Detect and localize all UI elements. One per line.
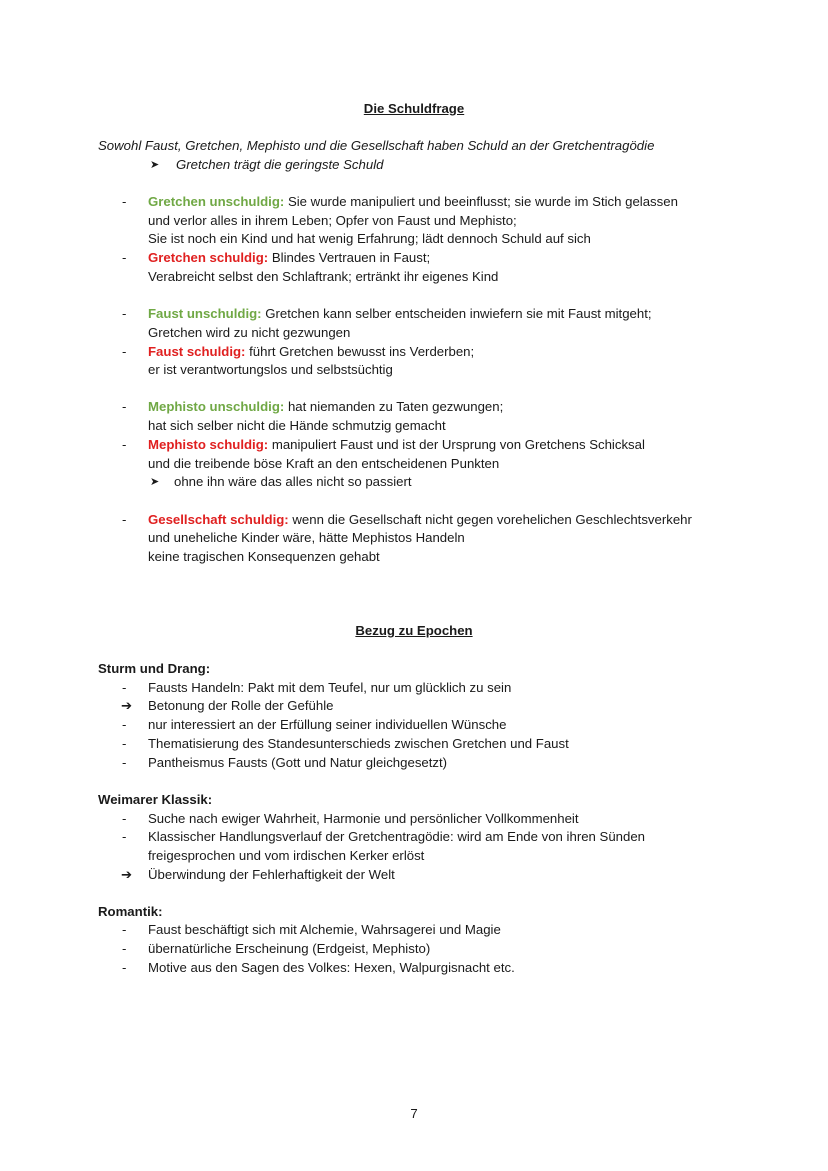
list-item: Fausts Handeln: Pakt mit dem Teufel, nur um glücklich zu sein [148, 680, 512, 695]
epoch-heading-klassik: Weimarer Klassik: [98, 792, 213, 807]
item-text: hat niemanden zu Taten gezwungen; [287, 399, 504, 414]
list-item-continuation: freigesprochen und vom irdischen Kerker erlöst [148, 848, 425, 863]
list-item: übernatürliche Erscheinung (Erdgeist, Mephisto) [148, 941, 431, 956]
item-text: Sie wurde manipuliert und beeinflusst; sie wurde im Stich gelassen [287, 194, 678, 209]
item-text: keine tragischen Konsequenzen gehabt [148, 549, 380, 564]
item-label: Mephisto unschuldig: [148, 399, 285, 414]
item-text: führt Gretchen bewusst ins Verderben; [249, 344, 475, 359]
list-item [148, 398, 503, 416]
item-text: manipuliert Faust und ist der Ursprung von Gretchens Schicksal [271, 437, 645, 452]
list-item [148, 249, 430, 267]
item-text: und die treibende böse Kraft an den entscheidenen Punkten [148, 456, 500, 471]
epoch-heading-sturm: Sturm und Drang: [98, 661, 211, 676]
item-text: Verabreicht selbst den Schlaftrank; ertränkt ihr eigenes Kind [148, 269, 499, 284]
section-title-epochen: Bezug zu Epochen [355, 623, 473, 638]
dash-bullet-icon: - [122, 922, 127, 937]
dash-bullet-icon: - [122, 717, 127, 732]
arrow-bullet-icon: ➤ [150, 476, 160, 488]
item-text: wenn die Gesellschaft nicht gegen vorehelichen Geschlechtsverkehr [292, 512, 692, 527]
item-text: und uneheliche Kinder wäre, hätte Mephistos Handeln [148, 530, 465, 545]
arrow-bullet-icon: ➤ [150, 159, 160, 171]
item-text: und verlor alles in ihrem Leben; Opfer von Faust und Mephisto; [148, 213, 517, 228]
intro-text: Sowohl Faust, Gretchen, Mephisto und die Gesellschaft haben Schuld an der Gretchentragödie [98, 138, 655, 153]
list-item: Betonung der Rolle der Gefühle [148, 698, 334, 713]
arrow-right-icon: ➔ [121, 867, 133, 882]
dash-bullet-icon: - [122, 960, 127, 975]
list-item: Überwindung der Fehlerhaftigkeit der Welt [148, 867, 395, 882]
item-label: Faust schuldig: [148, 344, 246, 359]
item-label: Faust unschuldig: [148, 306, 262, 321]
section-title-schuldfrage: Die Schuldfrage [363, 101, 465, 116]
list-item: Thematisierung des Standesunterschieds zwischen Gretchen und Faust [148, 736, 569, 751]
dash-bullet-icon: - [122, 811, 127, 826]
list-item [148, 343, 474, 361]
list-item [148, 305, 652, 323]
intro-sub-text: Gretchen trägt die geringste Schuld [176, 157, 384, 172]
item-label: Mephisto schuldig: [148, 437, 269, 452]
item-label: Gretchen schuldig: [148, 250, 269, 265]
dash-bullet-icon: - [122, 306, 127, 321]
list-item [148, 436, 645, 454]
item-text: er ist verantwortungslos und selbstsüchtig [148, 362, 393, 377]
item-text: Gretchen kann selber entscheiden inwiefern sie mit Faust mitgeht; [265, 306, 652, 321]
dash-bullet-icon: - [122, 941, 127, 956]
item-text: Blindes Vertrauen in Faust; [271, 250, 431, 265]
epoch-heading-romantik: Romantik: [98, 904, 163, 919]
list-item [148, 193, 678, 211]
dash-bullet-icon: - [122, 736, 127, 751]
dash-bullet-icon: - [122, 680, 127, 695]
dash-bullet-icon: - [122, 437, 127, 452]
item-label: Gretchen unschuldig: [148, 194, 285, 209]
list-item: Klassischer Handlungsverlauf der Gretchentragödie: wird am Ende von ihren Sünden [148, 829, 646, 844]
arrow-right-icon: ➔ [121, 698, 133, 713]
item-text: Gretchen wird zu nicht gezwungen [148, 325, 351, 340]
dash-bullet-icon: - [122, 512, 127, 527]
dash-bullet-icon: - [122, 250, 127, 265]
list-item: Faust beschäftigt sich mit Alchemie, Wahrsagerei und Magie [148, 922, 501, 937]
item-text: Sie ist noch ein Kind und hat wenig Erfahrung; lädt dennoch Schuld auf sich [148, 231, 591, 246]
item-subtext: ohne ihn wäre das alles nicht so passiert [174, 474, 412, 489]
dash-bullet-icon: - [122, 194, 127, 209]
dash-bullet-icon: - [122, 399, 127, 414]
list-item: Motive aus den Sagen des Volkes: Hexen, Walpurgisnacht etc. [148, 960, 515, 975]
list-item: nur interessiert an der Erfüllung seiner individuellen Wünsche [148, 717, 507, 732]
list-item: Suche nach ewiger Wahrheit, Harmonie und persönlicher Vollkommenheit [148, 811, 579, 826]
list-item: Pantheismus Fausts (Gott und Natur gleichgesetzt) [148, 755, 448, 770]
dash-bullet-icon: - [122, 829, 127, 844]
page-number: 7 [410, 1106, 418, 1121]
item-text: hat sich selber nicht die Hände schmutzig gemacht [148, 418, 446, 433]
list-item [148, 511, 692, 529]
dash-bullet-icon: - [122, 344, 127, 359]
item-label: Gesellschaft schuldig: [148, 512, 289, 527]
dash-bullet-icon: - [122, 755, 127, 770]
